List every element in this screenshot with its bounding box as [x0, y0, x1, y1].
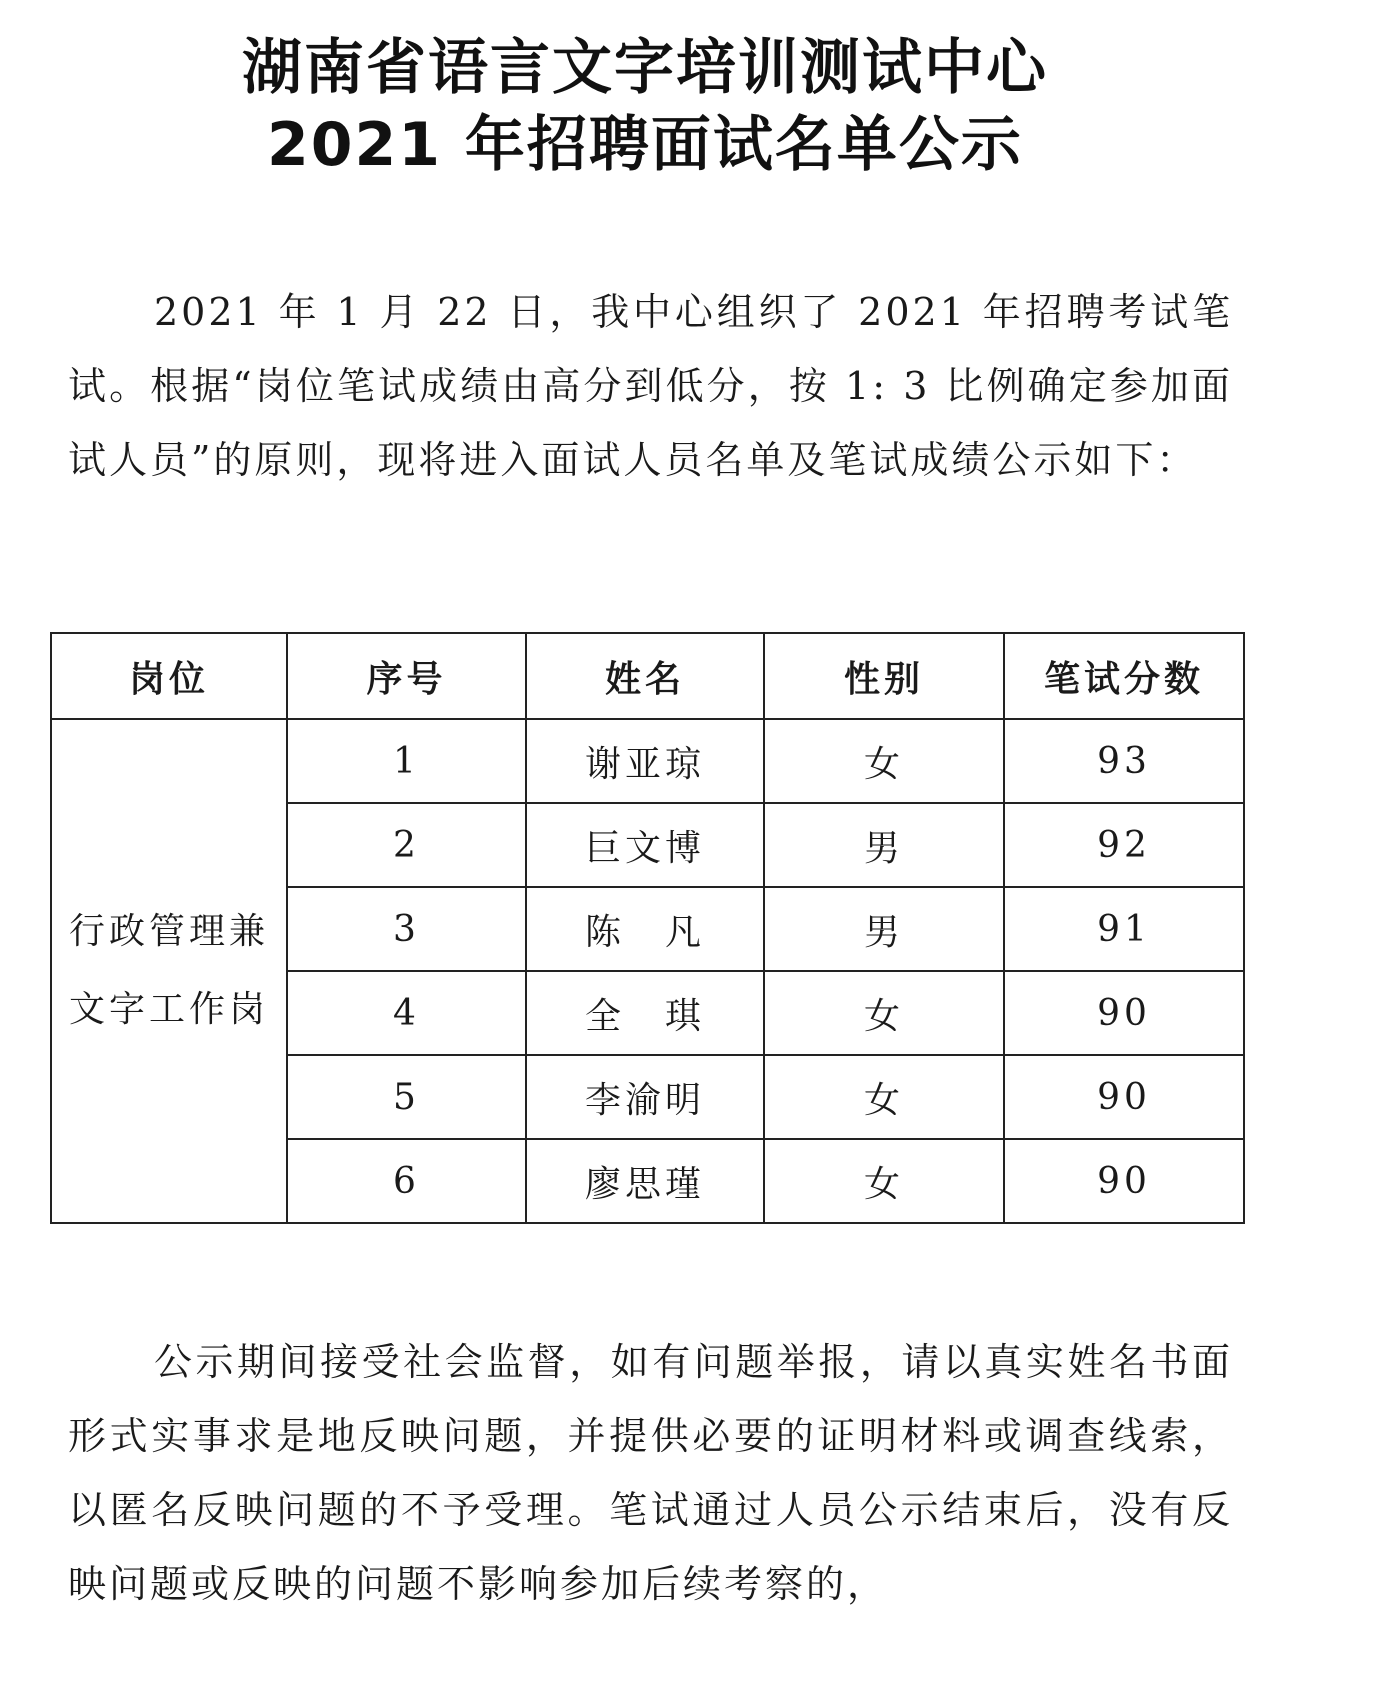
score-cell: 90	[1004, 1139, 1244, 1223]
header-position: 岗位	[51, 633, 287, 719]
document-title-line-2: 2021 年招聘面试名单公示	[267, 110, 1023, 180]
document-title-line-1: 湖南省语言文字培训测试中心	[242, 33, 1048, 103]
gender-cell: 女	[764, 1139, 1004, 1223]
gender-cell: 女	[764, 719, 1004, 803]
gender-cell: 女	[764, 971, 1004, 1055]
seq-cell: 6	[287, 1139, 526, 1223]
name-cell: 巨文博	[526, 803, 764, 887]
table-row	[51, 719, 1244, 803]
name-cell: 陈 凡	[526, 887, 764, 971]
seq-cell: 1	[287, 719, 526, 803]
name-cell: 李渝明	[526, 1055, 764, 1139]
position-cell	[51, 719, 287, 1223]
name-cell: 廖思瑾	[526, 1139, 764, 1223]
score-cell: 93	[1004, 719, 1244, 803]
score-cell: 92	[1004, 803, 1244, 887]
name-cell: 全 琪	[526, 971, 764, 1055]
score-cell: 91	[1004, 887, 1244, 971]
gender-cell: 男	[764, 803, 1004, 887]
seq-cell: 5	[287, 1055, 526, 1139]
header-score: 笔试分数	[1004, 633, 1244, 719]
gender-cell: 男	[764, 887, 1004, 971]
gender-cell: 女	[764, 1055, 1004, 1139]
seq-cell: 2	[287, 803, 526, 887]
score-cell: 90	[1004, 971, 1244, 1055]
header-gender: 性别	[764, 633, 1004, 719]
interview-list-table	[50, 632, 1245, 1224]
name-cell: 谢亚琼	[526, 719, 764, 803]
intro-paragraph: 2021 年 1 月 22 日，我中心组织了 2021 年招聘考试笔试。根据“岗位笔试成绩由高分到低分，按 1: 3 比例确定参加面试人员”的原则，现将进入面试人员名单及笔试成绩公示如下：	[68, 290, 1233, 482]
header-name: 姓名	[526, 633, 764, 719]
position-line-2: 文字工作岗	[68, 989, 269, 1030]
position-line-1: 行政管理兼	[68, 911, 269, 952]
score-cell: 90	[1004, 1055, 1244, 1139]
notice-paragraph: 公示期间接受社会监督，如有问题举报，请以真实姓名书面形式实事求是地反映问题，并提供必要的证明材料或调查线索，以匿名反映问题的不予受理。笔试通过人员公示结束后，没有反映问题或反映的问题不影响参加后续考察的，	[68, 1340, 1233, 1606]
seq-cell: 4	[287, 971, 526, 1055]
table-header-row	[51, 633, 1244, 719]
seq-cell: 3	[287, 887, 526, 971]
header-seq: 序号	[287, 633, 526, 719]
